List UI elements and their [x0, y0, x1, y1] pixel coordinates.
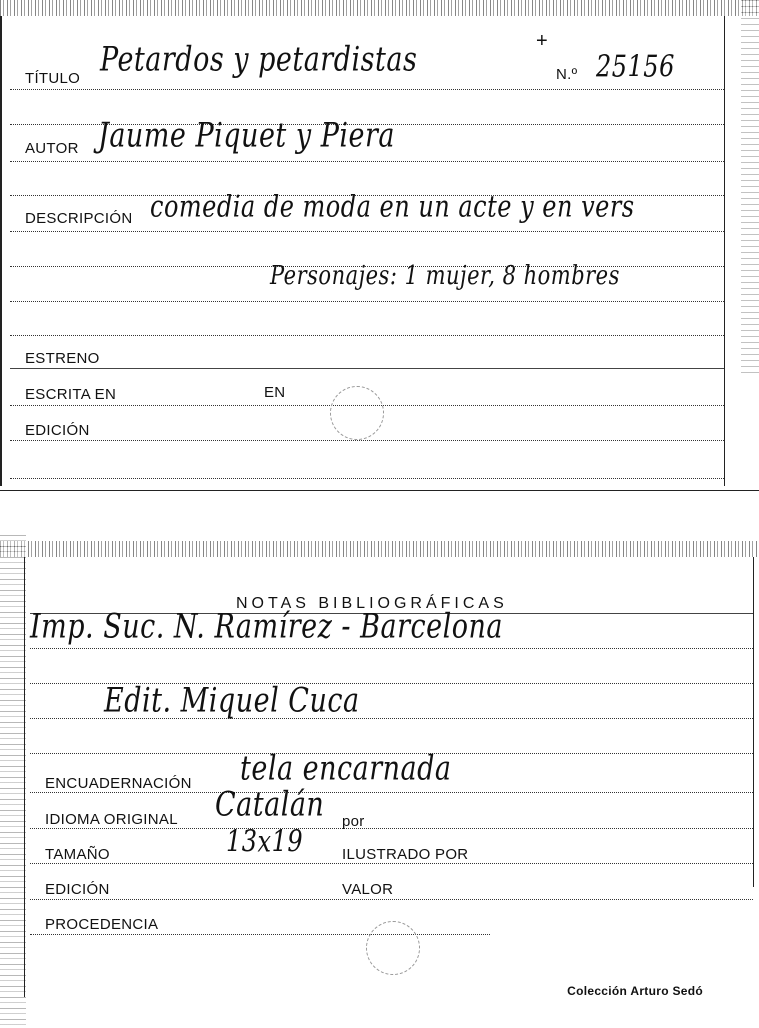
rule	[10, 440, 724, 441]
autor-value: Jaume Piquet y Piera	[98, 116, 395, 155]
rule	[10, 368, 724, 369]
tamano-label: TAMAÑO	[45, 846, 110, 863]
idioma-value: Catalán	[215, 785, 325, 824]
escrita-label: ESCRITA EN	[25, 386, 117, 403]
rule	[10, 301, 724, 302]
encuadernacion-value: tela encarnada	[240, 749, 452, 788]
estreno-label: ESTRENO	[25, 350, 100, 367]
rule	[30, 648, 753, 649]
numero-label: N.º	[556, 66, 578, 83]
rule	[30, 899, 753, 900]
scan-noise-top	[0, 0, 759, 16]
scan-noise-top	[0, 541, 759, 557]
punch-hole	[366, 921, 420, 975]
titulo-value: Petardos y petardistas	[100, 40, 418, 79]
card-left-border	[24, 557, 25, 997]
descripcion-value: comedia de moda en un acte y en vers	[150, 189, 635, 224]
rule	[10, 89, 724, 90]
titulo-label: TÍTULO	[25, 70, 81, 87]
scan-noise-left	[0, 535, 26, 1028]
card-right-border	[753, 557, 754, 887]
por-label: por	[342, 813, 365, 830]
nota-line-1: Imp. Suc. N. Ramírez - Barcelona	[30, 607, 503, 646]
autor-label: AUTOR	[25, 140, 79, 157]
rule	[10, 231, 724, 232]
scan-noise-right	[741, 0, 759, 375]
card-bottom-edge	[0, 490, 759, 491]
descripcion-value-2: Personajes: 1 mujer, 8 hombres	[270, 260, 620, 290]
notas-title: NOTAS BIBLIOGRÁFICAS	[236, 595, 508, 612]
rule	[10, 161, 724, 162]
idioma-label: IDIOMA ORIGINAL	[45, 811, 178, 828]
catalog-card-back	[0, 535, 759, 1028]
valor-label: VALOR	[342, 881, 394, 898]
catalog-card-front	[0, 0, 759, 495]
card-left-border	[0, 16, 2, 486]
collection-footer: Colección Arturo Sedó	[567, 984, 703, 998]
rule	[30, 792, 753, 793]
rule	[10, 335, 724, 336]
card-right-border	[724, 16, 725, 486]
descripcion-label: DESCRIPCIÓN	[25, 210, 133, 227]
numero-value: 25156	[596, 49, 675, 84]
en-label: EN	[264, 384, 286, 401]
encuadernacion-label: ENCUADERNACIÓN	[45, 775, 192, 792]
rule	[30, 934, 490, 935]
tamano-value: 13x19	[226, 824, 304, 859]
ilustrado-label: ILUSTRADO POR	[342, 846, 469, 863]
nota-line-2: Edit. Miquel Cuca	[104, 681, 360, 720]
rule	[30, 863, 753, 864]
rule	[30, 828, 753, 829]
punch-hole	[330, 386, 384, 440]
edicion-label: EDICIÓN	[45, 881, 110, 898]
rule	[10, 478, 724, 479]
cross-mark: +	[536, 30, 548, 52]
edicion-label: EDICIÓN	[25, 422, 90, 439]
procedencia-label: PROCEDENCIA	[45, 916, 159, 933]
